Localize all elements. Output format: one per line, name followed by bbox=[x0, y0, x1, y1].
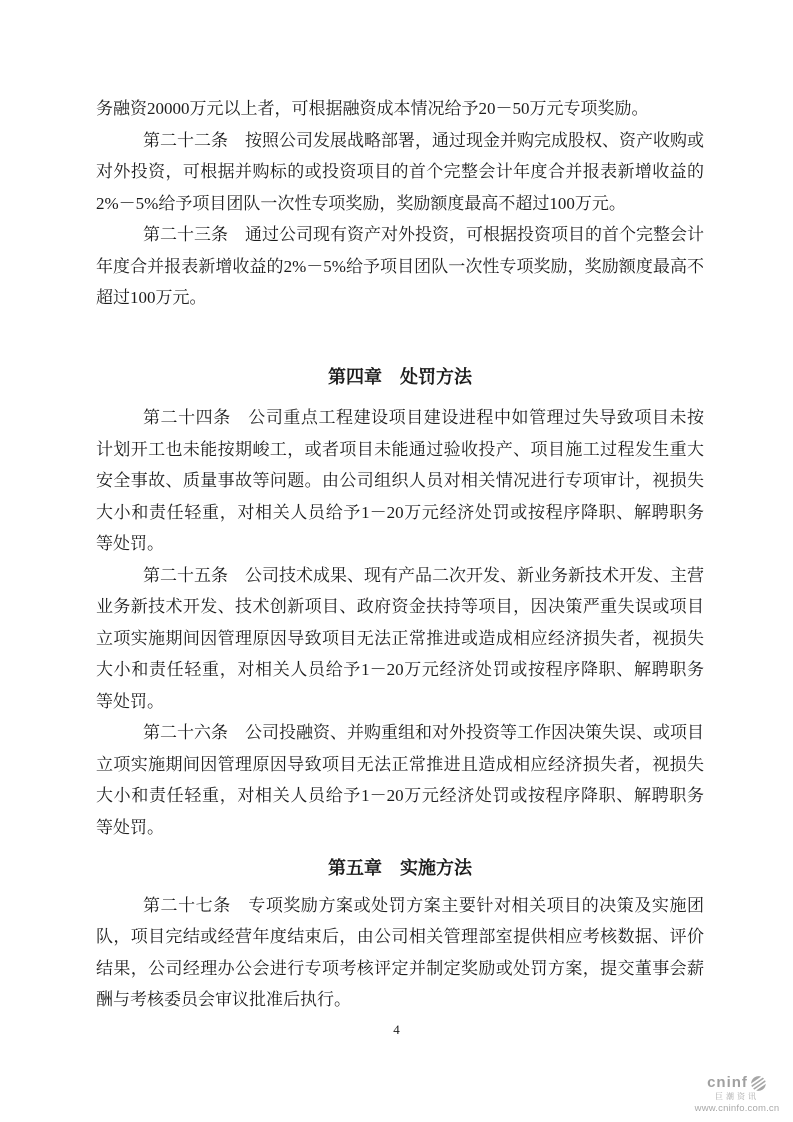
paragraph-line: 计划开工也未能按期峻工，或者项目未能通过验收投产、项目施工过程发生重大 bbox=[96, 439, 704, 459]
cninfo-watermark bbox=[689, 1075, 785, 1114]
paragraph-line: 结果，公司经理办公会进行专项考核评定并制定奖励或处罚方案，提交董事会薪 bbox=[96, 958, 704, 978]
paragraph-line: 等处罚。 bbox=[96, 534, 164, 553]
paragraph-line: 年度合并报表新增收益的2%－5%给予项目团队一次性专项奖励，奖励额度最高不 bbox=[96, 256, 704, 276]
paragraph-line: 业务新技术开发、技术创新项目、政府资金扶持等项目，因决策严重失误或项目 bbox=[96, 597, 704, 616]
paragraph-line: 立项实施期间因管理原因导致项目无法正常推进且造成相应经济损失者，视损失 bbox=[96, 754, 704, 774]
page-number: 4 bbox=[393, 1022, 400, 1037]
paragraph-line: 大小和责任轻重，对相关人员给予1－20万元经济处罚或按程序降职、解聘职务 bbox=[96, 502, 704, 522]
paragraph-continuation bbox=[96, 93, 704, 125]
paragraph-article-22 bbox=[96, 125, 704, 220]
document-body bbox=[96, 93, 704, 1016]
paragraph-line: 第二十四条 公司重点工程建设项目建设进程中如管理过失导致项目未按 bbox=[143, 408, 704, 427]
paragraph-line: 第二十三条 通过公司现有资产对外投资，可根据投资项目的首个完整会计 bbox=[143, 225, 704, 244]
paragraph-line: 安全事故、质量事故等问题。由公司组织人员对相关情况进行专项审计，视损失 bbox=[96, 471, 704, 490]
paragraph-line: 酬与考核委员会审议批准后执行。 bbox=[96, 990, 351, 1009]
paragraph-article-23 bbox=[96, 219, 704, 314]
paragraph-article-24 bbox=[96, 402, 704, 560]
paragraph-line: 等处罚。 bbox=[96, 691, 164, 711]
paragraph-line: 超过100万元。 bbox=[96, 288, 207, 307]
chapter-4-heading: 第四章 处罚方法 bbox=[328, 366, 472, 387]
cninfo-logo bbox=[689, 1075, 785, 1092]
paragraph-line: 务融资20000万元以上者，可根据融资成本情况给予20－50万元专项奖励。 bbox=[96, 99, 649, 118]
paragraph-line: 第二十七条 专项奖励方案或处罚方案主要针对相关项目的决策及实施团 bbox=[143, 895, 704, 915]
cninfo-brand-text: cninf bbox=[707, 1074, 748, 1092]
paragraph-line: 队，项目完结或经营年度结束后，由公司相关管理部室提供相应考核数据、评价 bbox=[96, 927, 704, 946]
paragraph-line: 等处罚。 bbox=[96, 817, 164, 837]
cninfo-swirl-icon bbox=[750, 1075, 767, 1092]
chapter-5-heading: 第五章 实施方法 bbox=[328, 858, 472, 878]
paragraph-line: 对外投资，可根据并购标的或投资项目的首个完整会计年度合并报表新增收益的 bbox=[96, 162, 704, 181]
cninfo-url: www.cninfo.com.cn bbox=[694, 1102, 780, 1114]
paragraph-line: 2%－5%给予项目团队一次性专项奖励，奖励额度最高不超过100万元。 bbox=[96, 193, 626, 213]
paragraph-line: 大小和责任轻重，对相关人员给予1－20万元经济处罚或按程序降职、解聘职务 bbox=[96, 786, 704, 805]
paragraph-line: 第二十五条 公司技术成果、现有产品二次开发、新业务新技术开发、主营 bbox=[143, 565, 704, 585]
paragraph-line: 第二十二条 按照公司发展战略部署，通过现金并购完成股权、资产收购或 bbox=[143, 130, 704, 150]
paragraph-article-27 bbox=[96, 890, 704, 1016]
paragraph-article-25 bbox=[96, 560, 704, 718]
paragraph-line: 大小和责任轻重，对相关人员给予1－20万元经济处罚或按程序降职、解聘职务 bbox=[96, 660, 704, 679]
paragraph-article-26 bbox=[96, 717, 704, 843]
cninfo-chinese-name: 巨潮资讯 bbox=[715, 1091, 759, 1101]
paragraph-line: 第二十六条 公司投融资、并购重组和对外投资等工作因决策失误、或项目 bbox=[143, 723, 704, 742]
paragraph-line: 立项实施期间因管理原因导致项目无法正常推进或造成相应经济损失者，视损失 bbox=[96, 628, 704, 648]
